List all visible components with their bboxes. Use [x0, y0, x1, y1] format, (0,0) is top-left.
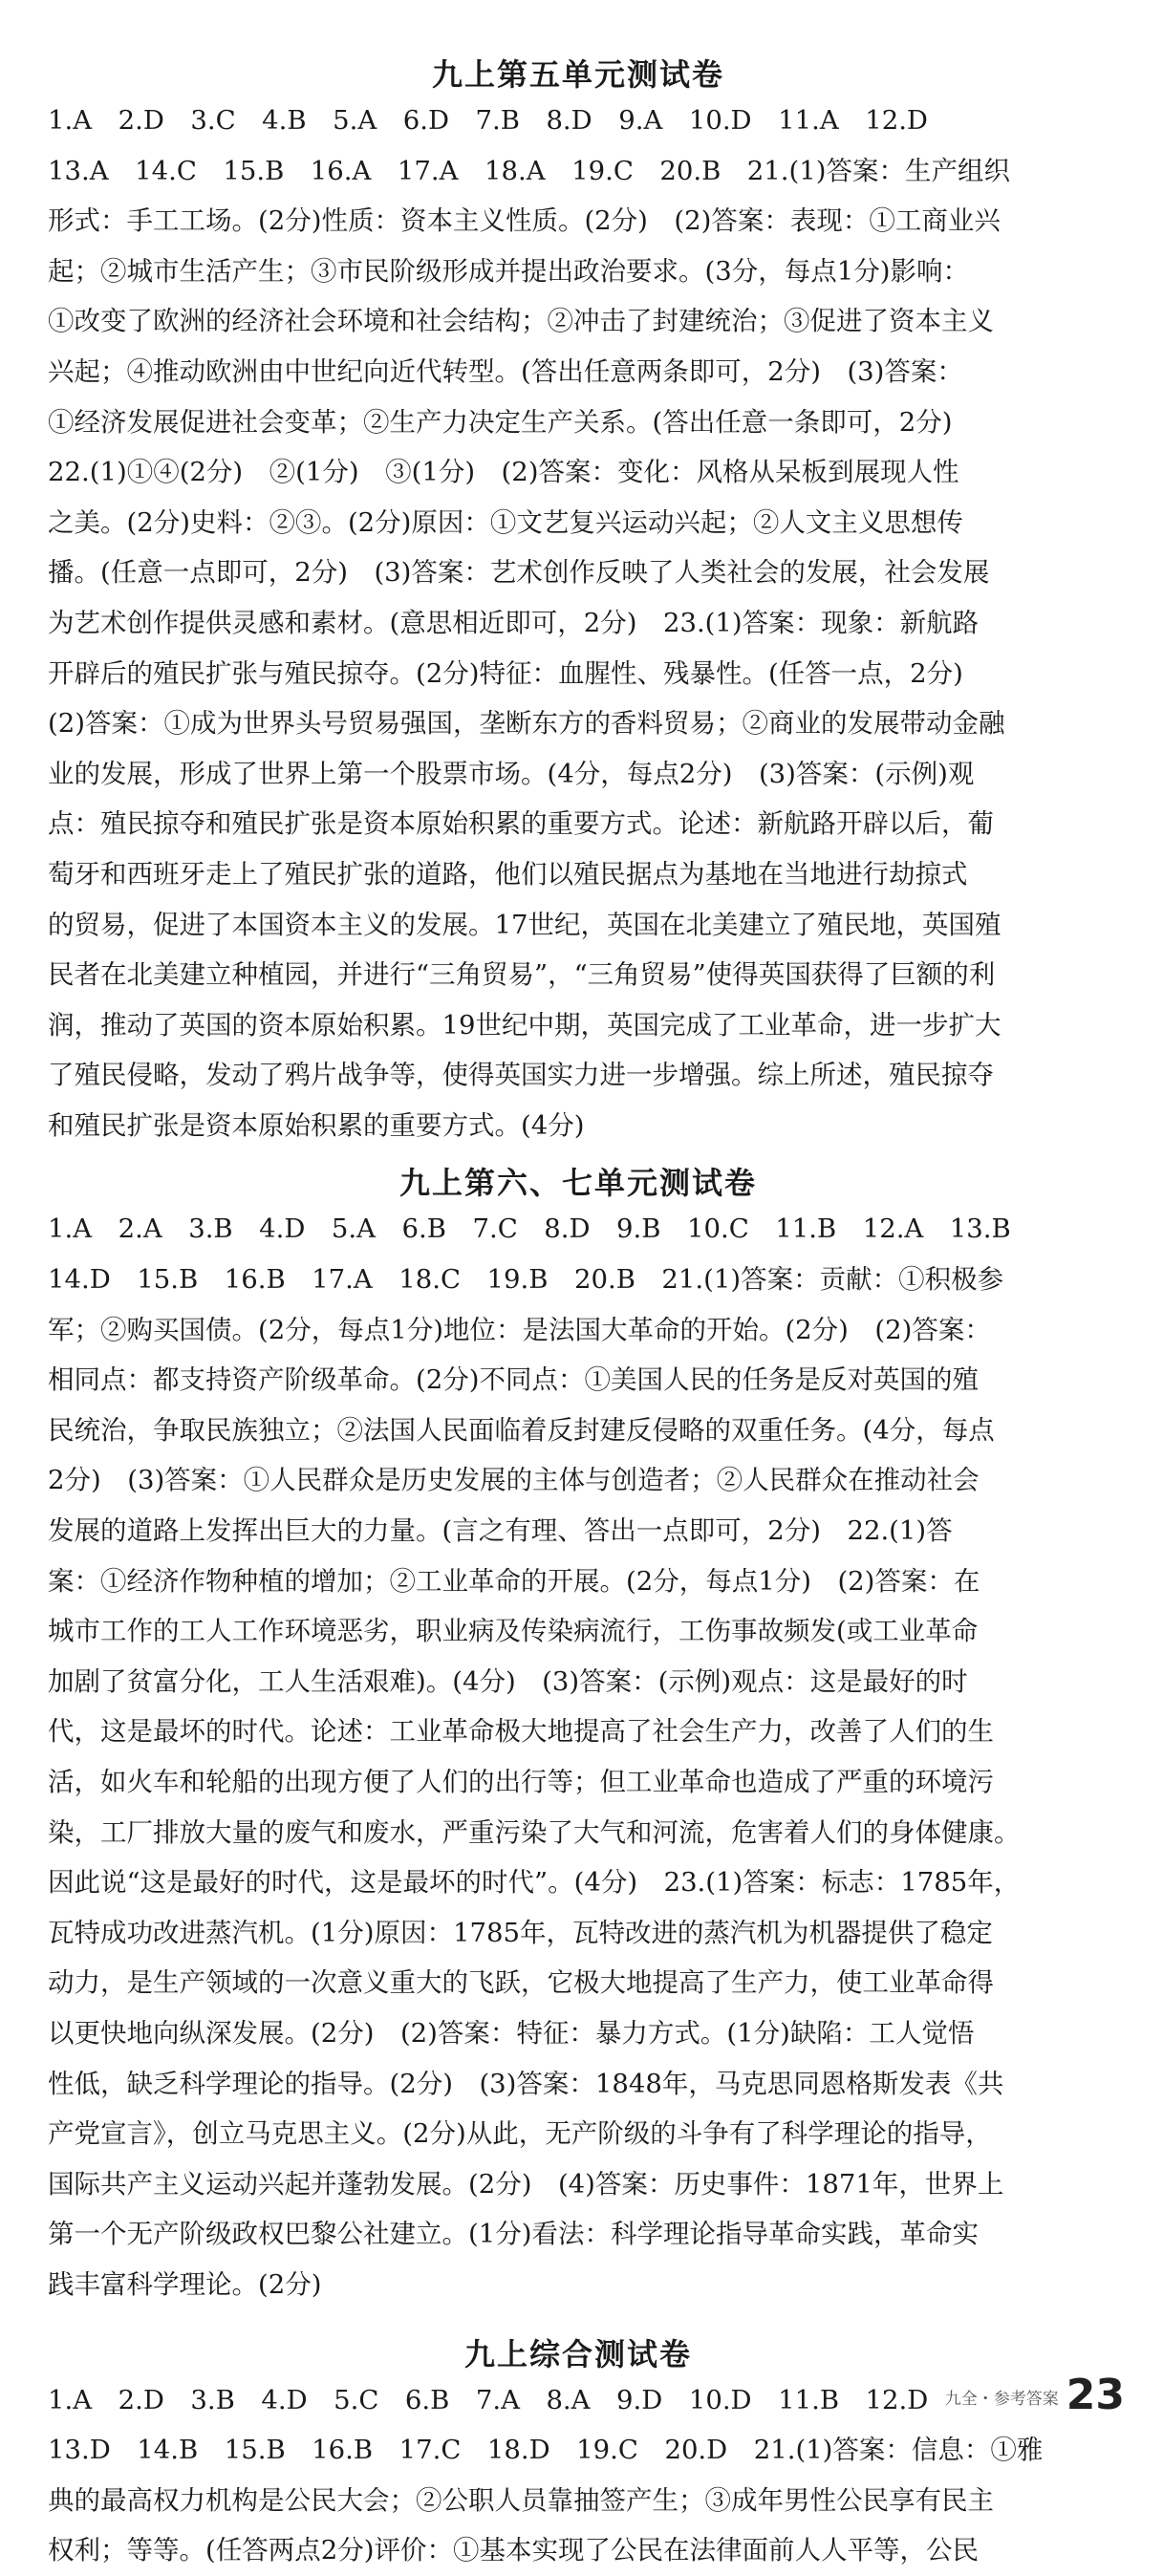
- answer-line: 以更快地向纵深发展。(2分) (2)答案：特征：暴力方式。(1分)缺陷：工人觉悟: [48, 2017, 975, 2049]
- answer-line: 之美。(2分)史料：②③。(2分)原因：①文艺复兴运动兴起；②人文主义思想传: [48, 506, 963, 538]
- answer-line: 起；②城市生活产生；③市民阶级形成并提出政治要求。(3分，每点1分)影响：: [48, 255, 969, 287]
- answer-line: 1.A 2.D 3.B 4.D 5.C 6.B 7.A 8.A 9.D 10.D 11.B 12.D: [48, 2384, 929, 2415]
- answer-line: 案：①经济作物种植的增加；②工业革命的开展。(2分，每点1分) (2)答案：在: [48, 1565, 980, 1597]
- answer-line: 产党宣言》，创立马克思主义。(2分)从此，无产阶级的斗争有了科学理论的指导，: [48, 2118, 992, 2150]
- answer-line: 权利；等等。(任答两点2分)评价：①基本实现了公民在法律面前人人平等，公民: [48, 2535, 979, 2566]
- answer-line: ①经济发展促进社会变革；②生产力决定生产关系。(答出任意一条即可，2分): [48, 406, 953, 438]
- section-title: 九上第五单元测试卷: [431, 56, 724, 93]
- page-number: 23: [1066, 2371, 1125, 2419]
- answer-line: 国际共产主义运动兴起并蓬勃发展。(2分) (4)答案：历史事件：1871年，世界上: [48, 2168, 1004, 2200]
- answer-line: 点：殖民掠夺和殖民扩张是资本原始积累的重要方式。论述：新航路开辟以后，葡: [48, 808, 994, 840]
- answer-line: 和殖民扩张是资本原始积累的重要方式。(4分): [48, 1109, 585, 1141]
- answer-line: 军；②购买国债。(2分，每点1分)地位：是法国大革命的开始。(2分) (2)答案：: [48, 1314, 991, 1345]
- answer-line: 13.A 14.C 15.B 16.A 17.A 18.A 19.C 20.B 21.(1)答案：生产组织: [48, 155, 1010, 186]
- answer-line: (2)答案：①成为世界头号贸易强国，垄断东方的香料贸易；②商业的发展带动金融: [48, 708, 1005, 740]
- answer-line: 性低，缺乏科学理论的指导。(2分) (3)答案：1848年，马克思同恩格斯发表《共: [48, 2068, 1004, 2099]
- answer-line: 践丰富科学理论。(2分): [48, 2268, 322, 2300]
- answer-line: 加剧了贫富分化，工人生活艰难)。(4分) (3)答案：(示例)观点：这是最好的时: [48, 1665, 968, 1697]
- answer-line: 染，工厂排放大量的废气和废水，严重污染了大气和河流，危害着人们的身体健康。: [48, 1816, 1021, 1848]
- section-title: 九上第六、七单元测试卷: [398, 1165, 757, 1202]
- answer-line: 第一个无产阶级政权巴黎公社建立。(1分)看法：科学理论指导革命实践，革命实: [48, 2219, 979, 2250]
- answer-line: 了殖民侵略，发动了鸦片战争等，使得英国实力进一步增强。综上所述，殖民掠夺: [48, 1060, 994, 1091]
- answer-line: 发展的道路上发挥出巨大的力量。(言之有理、答出一点即可，2分) 22.(1)答: [48, 1515, 953, 1547]
- answer-line: 相同点：都支持资产阶级革命。(2分)不同点：①美国人民的任务是反对英国的殖: [48, 1364, 979, 1396]
- answer-line: 22.(1)①④(2分) ②(1分) ③(1分) (2)答案：变化：风格从呆板到展现人性: [48, 457, 959, 488]
- section-body: [48, 1204, 1109, 2309]
- footer-label: 九全・参考答案: [944, 2390, 1059, 2409]
- answer-line: 形式：手工工场。(2分)性质：资本主义性质。(2分) (2)答案：表现：①工商业兴: [48, 205, 1001, 237]
- section-comprehensive-test: [48, 2333, 1109, 2576]
- page-content: [48, 54, 1109, 2576]
- answer-line: 开辟后的殖民扩张与殖民掠夺。(2分)特征：血腥性、残暴性。(任答一点，2分): [48, 657, 963, 689]
- answer-line: 13.D 14.B 15.B 16.B 17.C 18.D 19.C 20.D 21.(1)答案：信息：①雅: [48, 2435, 1044, 2466]
- answer-line: 业的发展，形成了世界上第一个股票市场。(4分，每点2分) (3)答案：(示例)观: [48, 758, 975, 789]
- answer-line: ①改变了欧洲的经济社会环境和社会结构；②冲击了封建统治；③促进了资本主义: [48, 306, 994, 337]
- answer-line: 1.A 2.D 3.C 4.B 5.A 6.D 7.B 8.D 9.A 10.D 11.A 12.D: [48, 105, 928, 136]
- answer-line: 14.D 15.B 16.B 17.A 18.C 19.B 20.B 21.(1)答案：贡献：①积极参: [48, 1264, 1004, 1296]
- answer-line: 民统治，争取民族独立；②法国人民面临着反封建反侵略的双重任务。(4分，每点: [48, 1414, 995, 1446]
- answer-line: 兴起；④推动欧洲由中世纪向近代转型。(答出任意两条即可，2分) (3)答案：: [48, 355, 963, 387]
- answer-line: 1.A 2.A 3.B 4.D 5.A 6.B 7.C 8.D 9.B 10.C 11.B 12.A 13.B: [48, 1213, 1011, 1245]
- answer-line: 动力，是生产领域的一次意义重大的飞跃，它极大地提高了生产力，使工业革命得: [48, 1967, 994, 1999]
- answer-line: 城市工作的工人工作环境恶劣，职业病及传染病流行，工伤事故频发(或工业革命: [48, 1616, 979, 1647]
- section-spacer: [48, 2310, 1109, 2333]
- answer-line: 因此说“这是最好的时代，这是最坏的时代”。(4分) 23.(1)答案：标志：1785年，: [48, 1867, 1021, 1899]
- page-footer: [944, 2371, 1125, 2419]
- answer-line: 润，推动了英国的资本原始积累。19世纪中期，英国完成了工业革命，进一步扩大: [48, 1009, 1001, 1041]
- answer-line: 典的最高权力机构是公民大会；②公职人员靠抽签产生；③成年男性公民享有民主: [48, 2484, 994, 2516]
- answer-line: 播。(任意一点即可，2分) (3)答案：艺术创作反映了人类社会的发展，社会发展: [48, 557, 990, 589]
- answer-line: 2分) (3)答案：①人民群众是历史发展的主体与创造者；②人民群众在推动社会: [48, 1465, 980, 1496]
- section-unit6-7-test: [48, 1162, 1109, 2309]
- answer-line: 活，如火车和轮船的出现方便了人们的出行等；但工业革命也造成了严重的环境污: [48, 1767, 994, 1797]
- answer-line: 代，这是最坏的时代。论述：工业革命极大地提高了社会生产力，改善了人们的生: [48, 1716, 994, 1748]
- answer-line: 为艺术创作提供灵感和素材。(意思相近即可，2分) 23.(1)答案：现象：新航路: [48, 607, 980, 638]
- answer-line: 萄牙和西班牙走上了殖民扩张的道路，他们以殖民据点为基地在当地进行劫掠式: [48, 858, 968, 890]
- section-body: [48, 96, 1109, 1150]
- answer-line: 民者在北美建立种植园，并进行“三角贸易”，“三角贸易”使得英国获得了巨额的利: [48, 959, 996, 991]
- section-title: 九上综合测试卷: [463, 2335, 692, 2372]
- answer-line: 瓦特成功改进蒸汽机。(1分)原因：1785年，瓦特改进的蒸汽机为机器提供了稳定: [48, 1917, 993, 1948]
- answer-line: 的贸易，促进了本国资本主义的发展。17世纪，英国在北美建立了殖民地，英国殖: [48, 909, 1001, 940]
- section-unit5-test: [48, 54, 1109, 1150]
